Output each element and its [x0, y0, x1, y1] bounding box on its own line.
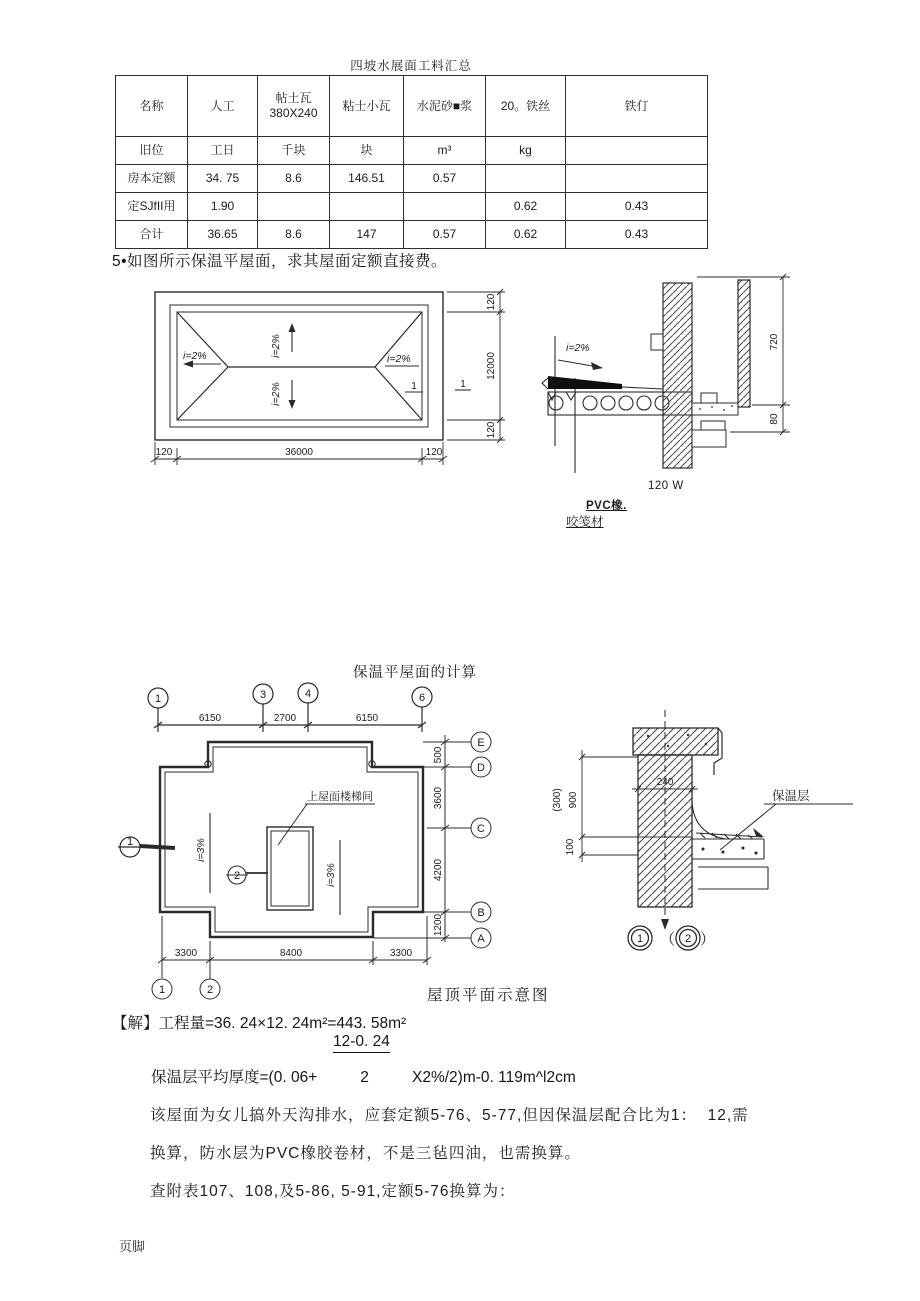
bubble-2: 2 [684, 933, 692, 945]
dim-120-right: 120 [425, 447, 443, 458]
table-cell: 0.57 [404, 221, 486, 249]
marker-left-label: 1 [126, 836, 134, 848]
table-header-line2: 380X240 [269, 106, 318, 120]
page-footer: 页脚 [119, 1239, 146, 1254]
slope-label-bottom: i=2% [270, 382, 282, 406]
axis-bubble-4: 4 [304, 688, 312, 700]
marker-inner-label: 2 [233, 870, 241, 882]
label-pvc-line2: 咬笺材 [566, 515, 604, 529]
dim-240: 240 [656, 777, 674, 788]
table-cell: 0.62 [486, 193, 566, 221]
parapet-structure [633, 728, 722, 907]
dim-3300-right: 3300 [389, 948, 413, 959]
table-row-units [116, 137, 708, 165]
table-cell: 147 [330, 221, 404, 249]
table-cell [486, 165, 566, 193]
stair-label: 上屋面楼梯间 [307, 791, 373, 803]
table-header: 水泥砂■浆 [404, 76, 486, 137]
material-summary-table [115, 75, 708, 249]
solution-fraction-numerator: 12-0. 24 [333, 1033, 390, 1053]
slope-arrow [558, 360, 603, 370]
roof-slab [692, 802, 768, 889]
table-row [116, 221, 708, 249]
axis-bubble-1: 1 [154, 693, 162, 705]
table-cell: 34. 75 [188, 165, 258, 193]
table-cell [566, 165, 708, 193]
axis-bubble-b2: 2 [206, 984, 214, 996]
axis-bubble-A: A [477, 933, 485, 945]
section-marker-inner [226, 866, 268, 884]
stair-penthouse [267, 804, 375, 910]
insulation-leader [720, 804, 853, 850]
table-cell: 旧位 [116, 137, 188, 165]
table-header-line1: 帖土瓦 [275, 91, 312, 105]
paren-right: ） [700, 931, 716, 948]
solution-line1: 【解】工程量=36. 24×12. 24m²=443. 58m² [112, 1015, 407, 1032]
dim-6150-right: 6150 [355, 713, 379, 724]
table-cell: 房本定额 [116, 165, 188, 193]
insulation-label: 保温层 [772, 789, 810, 803]
dim-80: 80 [769, 413, 780, 425]
table-header: 人工 [188, 76, 258, 137]
dim-500: 500 [433, 746, 444, 764]
dim-2700: 2700 [273, 713, 297, 724]
table-cell: 合计 [116, 221, 188, 249]
table-cell: 0.57 [404, 165, 486, 193]
slope1-label: i=3% [195, 838, 207, 862]
dim-3300-left: 3300 [174, 948, 198, 959]
table-cell [566, 137, 708, 165]
dim-720: 720 [769, 333, 780, 351]
table-cell: 块 [330, 137, 404, 165]
table-cell [258, 193, 330, 221]
table-header [258, 76, 330, 137]
insulation-wedge [548, 376, 622, 389]
slope-lines [210, 813, 340, 915]
table-cell: m³ [404, 137, 486, 165]
dim-6150-left: 6150 [198, 713, 222, 724]
dim-100: 100 [565, 838, 576, 856]
dim-1200: 1200 [433, 913, 444, 937]
slope-label-left: i=2% [183, 350, 207, 362]
axis-bubble-E: E [477, 737, 485, 749]
axis-bubble-D: D [477, 762, 485, 774]
slope-label: i=2% [566, 342, 590, 354]
problem-statement: 5•如图所示保温平屋面，求其屋面定额直接费。 [112, 253, 448, 270]
table-cell: 1.90 [188, 193, 258, 221]
top-axis [148, 683, 432, 732]
table-cell: 146.51 [330, 165, 404, 193]
table-row [116, 193, 708, 221]
axis-bubble-C: C [477, 823, 485, 835]
table-cell: 0.43 [566, 193, 708, 221]
table-cell [330, 193, 404, 221]
solution-line2: 保温层平均厚度=(0. 06+ 2 X2%/2)m-0. 119m^l2cm [151, 1069, 576, 1086]
fig1-roof-plan [135, 278, 515, 478]
section-mark-1: 1 [411, 381, 417, 392]
table-cell: 36.65 [188, 221, 258, 249]
label-pvc-line1: PVC橡. [586, 500, 627, 512]
dim-12000: 12000 [486, 352, 497, 380]
dim-300: (300) [552, 788, 563, 812]
table-cell: 千块 [258, 137, 330, 165]
table-cell: 0.43 [566, 221, 708, 249]
axis-bubble-6: 6 [418, 692, 426, 704]
bubble-1: 1 [636, 933, 644, 945]
table-title: 四坡水展面工料汇总 [350, 59, 472, 73]
table-header-row [116, 76, 708, 137]
table-row [116, 165, 708, 193]
table-cell: kg [486, 137, 566, 165]
dim-120-top: 120 [486, 293, 497, 311]
solution-paragraph-2: 换算，防水层为PVC橡胶卷材，不是三毡四油，也需换算。 [150, 1145, 581, 1162]
table-cell [404, 193, 486, 221]
dim-900: 900 [568, 791, 579, 809]
axis-bubble-b1: 1 [158, 984, 166, 996]
dim-3600: 3600 [433, 786, 444, 810]
solution-paragraph-1: 该屋面为女儿搞外天沟排水，应套定额5-76、5-77,但因保温层配合比为1： 12,需 [150, 1107, 749, 1124]
solution-paragraph-3: 查附表107、108,及5-86, 5-91,定额5-76换算为： [150, 1183, 516, 1200]
right-axis [373, 732, 491, 948]
dim-8400: 8400 [279, 948, 303, 959]
dim-36000: 36000 [285, 447, 313, 458]
fig2-parapet-section [548, 702, 868, 960]
table-cell: 0.62 [486, 221, 566, 249]
slope2-label: i=3% [325, 863, 337, 887]
plan-caption: 屋顶平面示意图 [427, 987, 550, 1004]
parapet-wall [651, 280, 750, 468]
table-cell: 8.6 [258, 221, 330, 249]
section-mark-1b: 1 [460, 379, 466, 390]
fig1-eave-section [540, 258, 815, 483]
paren-left: （ [660, 931, 676, 948]
table-cell: 工日 [188, 137, 258, 165]
slope-label-right: i=2% [387, 353, 411, 365]
dim-120-left: 120 [155, 447, 173, 458]
table-header: 粘士小瓦 [330, 76, 404, 137]
table-header: 铁仃 [566, 76, 708, 137]
axis-bubble-B: B [477, 907, 485, 919]
slope-label-top: i=2% [270, 334, 282, 358]
axis-bubble-3: 3 [259, 689, 267, 701]
label-120w: 120 W [648, 480, 684, 492]
fig2-title: 保温平屋面的计算 [353, 665, 477, 681]
table-cell: 定SJfII用 [116, 193, 188, 221]
table-header: 名称 [116, 76, 188, 137]
fig2-roof-plan [105, 680, 550, 1005]
dim-4200: 4200 [433, 858, 444, 882]
table-cell: 8.6 [258, 165, 330, 193]
dim-120-bottom: 120 [486, 421, 497, 439]
table-header: 20。铁丝 [486, 76, 566, 137]
